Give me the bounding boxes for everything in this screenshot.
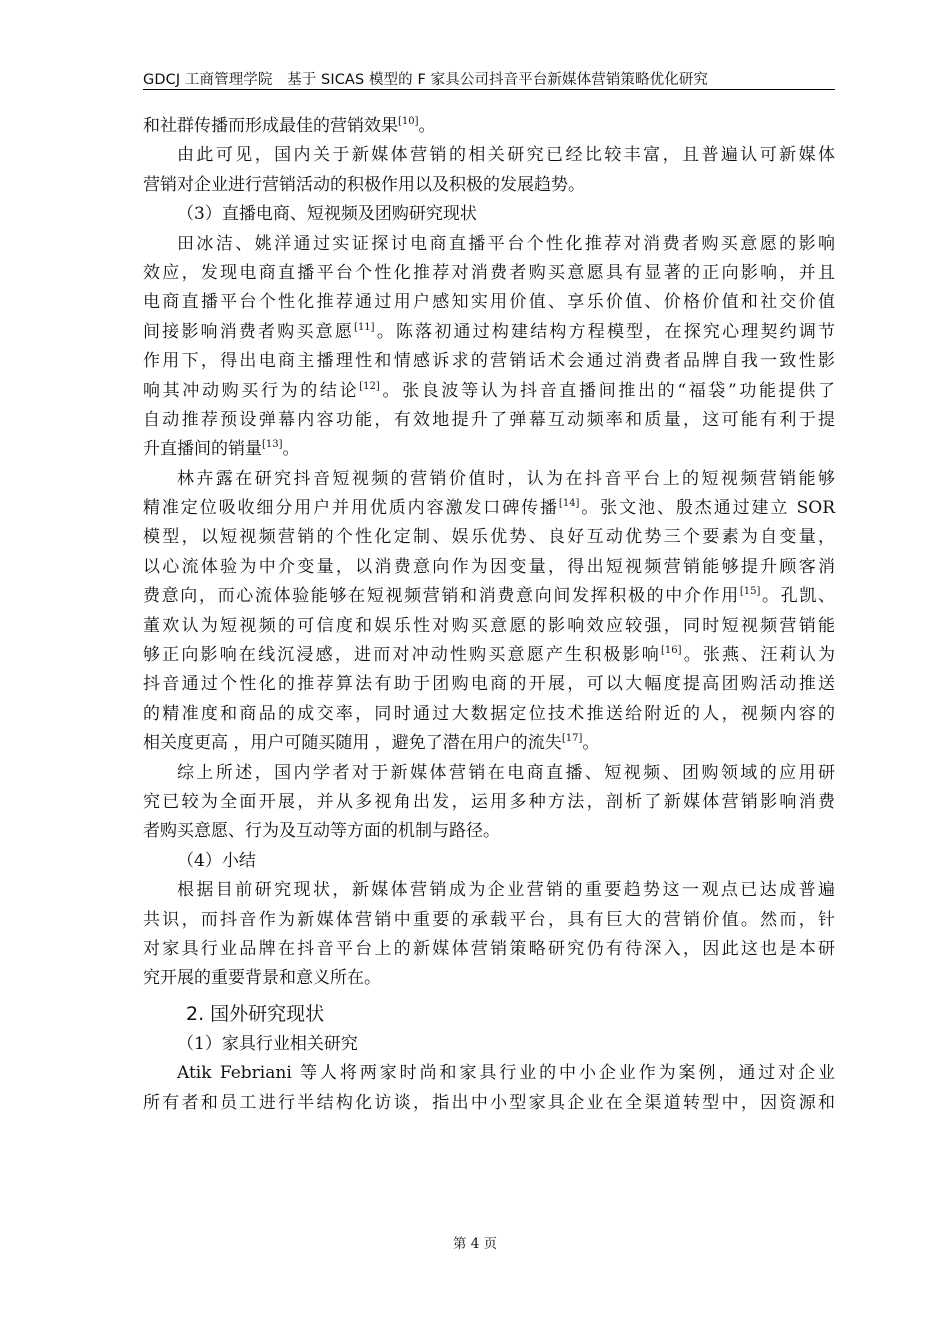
citation-ref: [14] bbox=[558, 498, 580, 510]
citation-ref: [16] bbox=[661, 645, 682, 657]
text-line: 对家具行业品牌在抖音平台上的新媒体营销策略研究仍有待深入，因此这也是本研 bbox=[143, 938, 835, 959]
text-line: 精准定位吸收细分用户并用优质内容激发口碑传播[14]。张文池、殷杰通过建立 SOR bbox=[143, 498, 836, 519]
citation-ref: [17] bbox=[561, 733, 583, 745]
text-line: 间接影响消费者购买意愿[11]。陈落初通过构建结构方程模型，在探究心理契约调节 bbox=[143, 321, 836, 342]
text-line: 效应，发现电商直播平台个性化推荐对消费者购买意愿具有显著的正向影响，并且 bbox=[143, 262, 835, 283]
citation-ref: [10] bbox=[398, 116, 419, 127]
text-line: 以心流体验为中介变量，以消费意向作为因变量，得出短视频营销能够提升顾客消 bbox=[143, 556, 835, 577]
text-line: 所有者和员工进行半结构化访谈，指出中小型家具企业在全渠道转型中，因资源和 bbox=[143, 1092, 835, 1113]
text-line: 模型，以短视频营销的个性化定制、娱乐优势、良好互动优势三个要素为自变量， bbox=[143, 527, 835, 548]
citation-ref: [11] bbox=[354, 321, 375, 333]
page-number: 第 4 页 bbox=[452, 1236, 498, 1252]
text-line: 和社群传播而形成最佳的营销效果[10]。 bbox=[143, 116, 436, 136]
subheading: （4）小结 bbox=[177, 850, 256, 871]
text-line: Atik Febriani 等人将两家时尚和家具行业的中小企业作为案例，通过对企业 bbox=[177, 1063, 835, 1084]
text-line: 营销对企业进行营销活动的积极作用以及积极的发展趋势。 bbox=[143, 174, 585, 195]
text-line: 作用下，得出电商主播理性和情感诉求的营销话术会通过消费者品牌自我一致性影 bbox=[143, 351, 835, 372]
section-heading: 2. 国外研究现状 bbox=[186, 1002, 325, 1025]
text-line: 升直播间的销量[13]。 bbox=[143, 439, 300, 460]
text-line: 电商直播平台个性化推荐通过用户感知实用价值、享乐价值、价格价值和社交价值 bbox=[143, 292, 835, 313]
text-line: 田冰洁、姚洋通过实证探讨电商直播平台个性化推荐对消费者购买意愿的影响 bbox=[177, 233, 835, 254]
text-line: 相关度更高 ，用户可随买随用 ，避免了潜在用户的流失[17]。 bbox=[143, 733, 600, 754]
text-line: 的精准度和商品的成交率，同时通过大数据定位技术推送给附近的人，视频内容的 bbox=[143, 703, 835, 724]
text-line: 自动推荐预设弹幕内容功能，有效地提升了弹幕互动频率和质量，这可能有利于提 bbox=[143, 409, 835, 430]
text-line: 够正向影响在线沉浸感，进而对冲动性购买意愿产生积极影响[16]。张燕、汪莉认为 bbox=[143, 645, 836, 666]
text-line: 综上所述，国内学者对于新媒体营销在电商直播、短视频、团购领域的应用研 bbox=[177, 762, 835, 783]
text-line: 者购买意愿、行为及互动等方面的机制与路径。 bbox=[143, 821, 500, 842]
body-text bbox=[143, 112, 835, 1118]
text-line: 抖音通过个性化的推荐算法有助于团购电商的开展，可以大幅度提高团购活动推送 bbox=[143, 674, 835, 695]
text-line: 董欢认为短视频的可信度和娱乐性对购买意愿的影响效应较强，同时短视频营销能 bbox=[143, 615, 835, 636]
citation-ref: [13] bbox=[262, 439, 283, 451]
text-line: 费意向，而心流体验能够在短视频营销和消费意向间发挥积极的中介作用[15]。孔凯、 bbox=[143, 586, 835, 607]
text-line: 共识，而抖音作为新媒体营销中重要的承载平台，具有巨大的营销价值。然而，针 bbox=[143, 909, 835, 930]
text-line: 由此可见，国内关于新媒体营销的相关研究已经比较丰富，且普遍认可新媒体 bbox=[177, 145, 835, 166]
text-line: 究开展的重要背景和意义所在。 bbox=[143, 968, 381, 989]
citation-ref: [12] bbox=[359, 380, 380, 392]
header-rule bbox=[143, 89, 835, 90]
text-line: 究已较为全面开展，并从多视角出发，运用多种方法，剖析了新媒体营销影响消费 bbox=[143, 791, 835, 812]
text-line: 林卉露在研究抖音短视频的营销价值时，认为在抖音平台上的短视频营销能够 bbox=[177, 468, 835, 489]
text-line: 响其冲动购买行为的结论[12]。张良波等认为抖音直播间推出的“福袋”功能提供了 bbox=[143, 380, 836, 401]
subheading: （3）直播电商、短视频及团购研究现状 bbox=[177, 204, 477, 225]
subheading: （1）家具行业相关研究 bbox=[177, 1033, 358, 1054]
running-header: GDCJ 工商管理学院 基于 SICAS 模型的 F 家具公司抖音平台新媒体营销策略优化研究 bbox=[143, 72, 709, 88]
text-line: 根据目前研究现状，新媒体营销成为企业营销的重要趋势这一观点已达成普遍 bbox=[177, 880, 835, 901]
citation-ref: [15] bbox=[739, 586, 761, 598]
